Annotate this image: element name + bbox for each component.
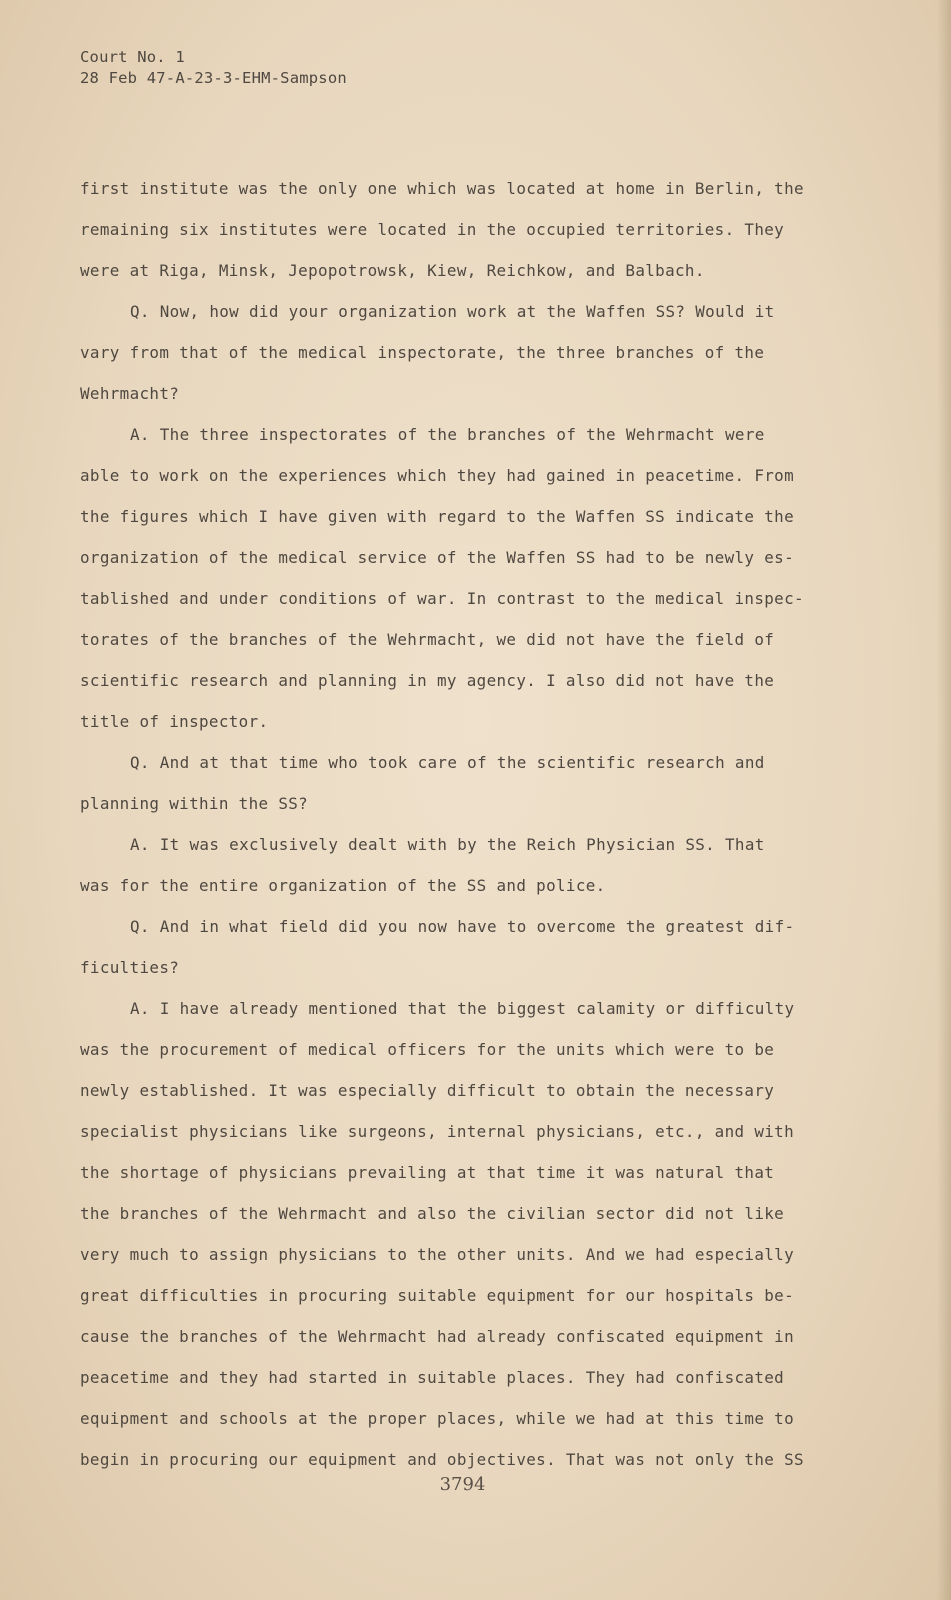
document-header bbox=[80, 47, 347, 89]
text-line: great difficulties in procuring suitable equipment for our hospitals be- bbox=[80, 1286, 795, 1305]
text-line: first institute was the only one which was located at home in Berlin, the bbox=[80, 179, 804, 198]
court-label: Court No. 1 bbox=[80, 48, 185, 66]
text-line: cause the branches of the Wehrmacht had already confiscated equipment in bbox=[80, 1327, 795, 1346]
text-line: was the procurement of medical officers for the units which were to be bbox=[80, 1040, 775, 1059]
text-line: very much to assign physicians to the other units. And we had especially bbox=[80, 1245, 795, 1264]
reference-code: 28 Feb 47-A-23-3-EHM-Sampson bbox=[80, 69, 347, 87]
text-line: were at Riga, Minsk, Jepopotrowsk, Kiew, Reichkow, and Balbach. bbox=[80, 261, 705, 280]
text-line: planning within the SS? bbox=[80, 794, 309, 813]
text-line: title of inspector. bbox=[80, 712, 269, 731]
text-line: vary from that of the medical inspectorate, the three branches of the bbox=[80, 343, 765, 362]
text-line: Wehrmacht? bbox=[80, 384, 180, 403]
question-line: Q. And at that time who took care of the scientific research and bbox=[130, 753, 765, 772]
text-line: was for the entire organization of the SS and police. bbox=[80, 876, 606, 895]
text-line: newly established. It was especially difficult to obtain the necessary bbox=[80, 1081, 775, 1100]
text-line: remaining six institutes were located in the occupied territories. They bbox=[80, 220, 785, 239]
text-line: tablished and under conditions of war. In contrast to the medical inspec- bbox=[80, 589, 804, 608]
text-line: torates of the branches of the Wehrmacht, we did not have the field of bbox=[80, 630, 775, 649]
text-line: able to work on the experiences which they had gained in peacetime. From bbox=[80, 466, 795, 485]
text-line: scientific research and planning in my agency. I also did not have the bbox=[80, 671, 775, 690]
page-number: 3794 bbox=[439, 1474, 486, 1495]
text-line: the figures which I have given with regard to the Waffen SS indicate the bbox=[80, 507, 795, 526]
text-line: ficulties? bbox=[80, 958, 180, 977]
answer-line: A. I have already mentioned that the biggest calamity or difficulty bbox=[130, 999, 795, 1018]
text-line: the branches of the Wehrmacht and also the civilian sector did not like bbox=[80, 1204, 785, 1223]
page-edge-shadow bbox=[937, 0, 951, 1600]
text-line: peacetime and they had started in suitable places. They had confiscated bbox=[80, 1368, 785, 1387]
text-line: the shortage of physicians prevailing at that time it was natural that bbox=[80, 1163, 775, 1182]
text-line: specialist physicians like surgeons, internal physicians, etc., and with bbox=[80, 1122, 795, 1141]
transcript-body bbox=[80, 168, 840, 1480]
text-line: equipment and schools at the proper places, while we had at this time to bbox=[80, 1409, 795, 1428]
answer-line: A. The three inspectorates of the branches of the Wehrmacht were bbox=[130, 425, 765, 444]
question-line: Q. Now, how did your organization work at the Waffen SS? Would it bbox=[130, 302, 775, 321]
question-line: Q. And in what field did you now have to overcome the greatest dif- bbox=[130, 917, 795, 936]
text-line: begin in procuring our equipment and objectives. That was not only the SS bbox=[80, 1450, 804, 1469]
answer-line: A. It was exclusively dealt with by the Reich Physician SS. That bbox=[130, 835, 765, 854]
text-line: organization of the medical service of the Waffen SS had to be newly es- bbox=[80, 548, 795, 567]
